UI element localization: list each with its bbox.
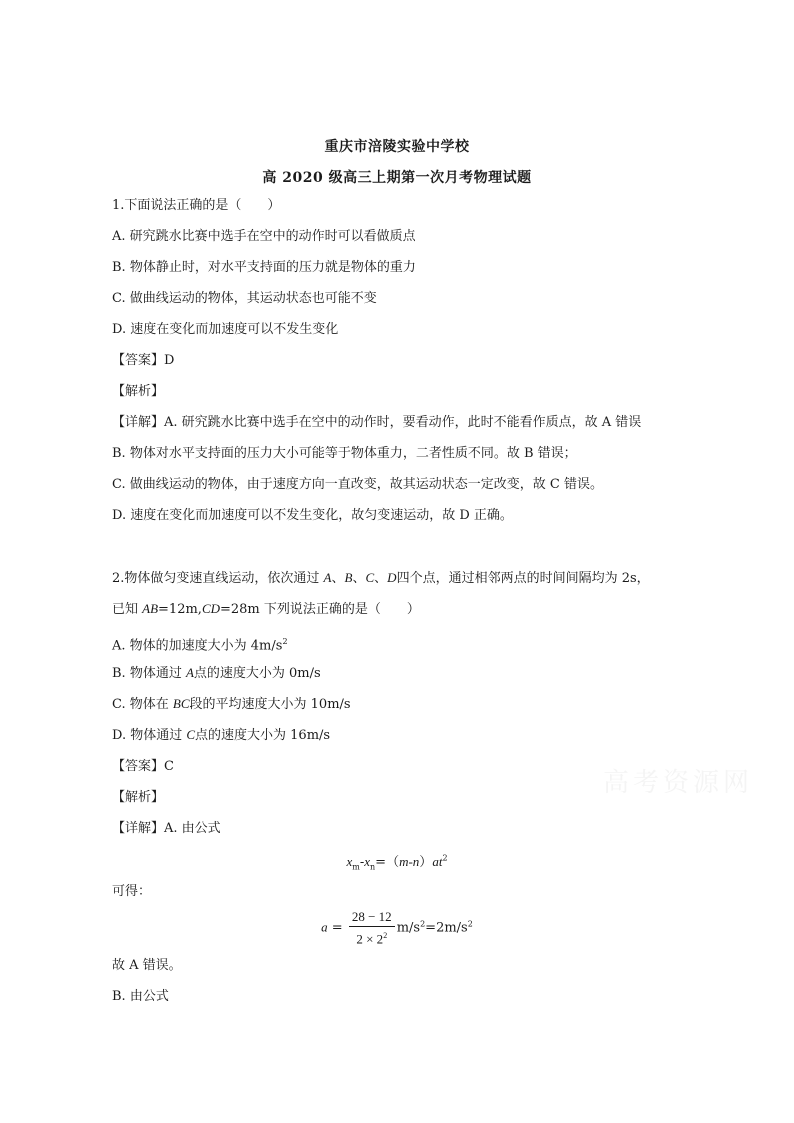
fraction-numerator: 28 − 12 (349, 908, 395, 927)
q2-option-b (112, 664, 321, 683)
minus-sign: - (359, 855, 365, 870)
separator: 、 (352, 571, 366, 586)
superscript: 2 (442, 853, 448, 863)
var-x: x (364, 854, 371, 869)
q1-detail-a: 【详解】A. 研究跳水比赛中选手在空中的动作时，要看动作，此时不能看作质点，故 A 错误 (112, 415, 642, 430)
formula-acceleration (0, 908, 794, 948)
q1-option-a: A. 研究跳水比赛中选手在空中的动作时可以看做质点 (112, 229, 416, 244)
point-c: C (365, 570, 375, 585)
point-a: A (185, 665, 194, 680)
exam-title: 高 2020 级高三上期第一次月考物理试题 (262, 170, 532, 186)
option-text: 点的速度大小为 16m/s (195, 728, 331, 743)
q1-analysis-label: 【解析】 (112, 384, 165, 399)
equals-sign: = (327, 920, 347, 936)
kede-label: 可得： (112, 884, 152, 899)
superscript: 2 (282, 637, 288, 646)
segment-cd: CD (201, 601, 220, 616)
q2-option-a (112, 633, 288, 655)
formula-displacement-difference (0, 851, 794, 872)
q2-stem-line2 (112, 600, 420, 619)
denominator-text: 2 × 2 (356, 931, 384, 947)
q1-option-b: B. 物体静止时，对水平支持面的压力就是物体的重力 (112, 260, 416, 275)
subscript-m: m (352, 862, 360, 872)
point-b: B (344, 570, 353, 585)
superscript: 2 (420, 919, 426, 929)
q1-detail-c: C. 做曲线运动的物体，由于速度方向一直改变，故其运动状态一定改变，故 C 错误。 (112, 477, 603, 492)
m-minus-n: m-n (399, 854, 420, 869)
superscript: 2 (383, 931, 388, 940)
separator: 、 (331, 571, 345, 586)
watermark: 高考资源网 (603, 768, 754, 798)
q2-stem-text: 2.物体做匀变速直线运动，依次通过 (112, 571, 324, 586)
q2-analysis-label: 【解析】 (112, 790, 165, 805)
option-text: 点的速度大小为 0m/s (193, 666, 321, 681)
q2-stem-text: 四个点，通过相邻两点的时间间隔均为 2s， (396, 571, 650, 586)
segment-bc: BC (172, 696, 190, 711)
q2-stem-text: =28m 下列说法正确的是（ ） (220, 602, 420, 617)
unit: m/s (396, 920, 421, 936)
q2-stem-text: 已知 (112, 602, 143, 617)
q1-option-c: C. 做曲线运动的物体，其运动状态也可能不变 (112, 291, 377, 306)
option-text: D. 物体通过 (112, 728, 187, 743)
q2-stem-text: =12m, (158, 602, 202, 617)
var-x: x (346, 854, 353, 869)
var-at: at (432, 854, 443, 869)
school-name: 重庆市涪陵实验中学校 (324, 139, 470, 155)
q1-stem: 1.下面说法正确的是（ ） (112, 198, 281, 213)
fraction-denominator (349, 927, 395, 948)
var-a: a (321, 919, 328, 935)
q1-detail-b: B. 物体对水平支持面的压力大小可能等于物体重力，二者性质不同。故 B 错误； (112, 446, 577, 461)
q2-answer: 【答案】C (112, 759, 174, 774)
result: =2m/s (425, 920, 468, 936)
point-c: C (186, 727, 196, 742)
q1-option-d: D. 速度在变化而加速度可以不发生变化 (112, 322, 339, 337)
equals-paren: =（ (375, 855, 400, 870)
q2-option-d (112, 726, 330, 745)
q1-answer: 【答案】D (112, 353, 175, 368)
option-text: B. 物体通过 (112, 666, 186, 681)
q1-detail-d: D. 速度在变化而加速度可以不发生变化，故匀变速运动，故 D 正确。 (112, 508, 513, 523)
subscript-n: n (370, 862, 376, 872)
option-text: A. 物体的加速度大小为 4m/s (112, 638, 283, 654)
point-a: A (323, 570, 332, 585)
option-text: 段的平均速度大小为 10m/s (189, 697, 351, 712)
q2-conclusion-a: 故 A 错误。 (112, 958, 182, 973)
superscript: 2 (467, 919, 473, 929)
q2-option-c (112, 695, 351, 714)
close-paren: ） (419, 855, 433, 870)
fraction (349, 908, 395, 948)
separator: 、 (374, 571, 388, 586)
point-d: D (387, 570, 397, 585)
q2-stem-line1 (112, 569, 650, 588)
q2-part-b: B. 由公式 (112, 989, 169, 1004)
q2-detail-intro: 【详解】A. 由公式 (112, 821, 221, 836)
option-text: C. 物体在 (112, 697, 173, 712)
segment-ab: AB (142, 601, 159, 616)
